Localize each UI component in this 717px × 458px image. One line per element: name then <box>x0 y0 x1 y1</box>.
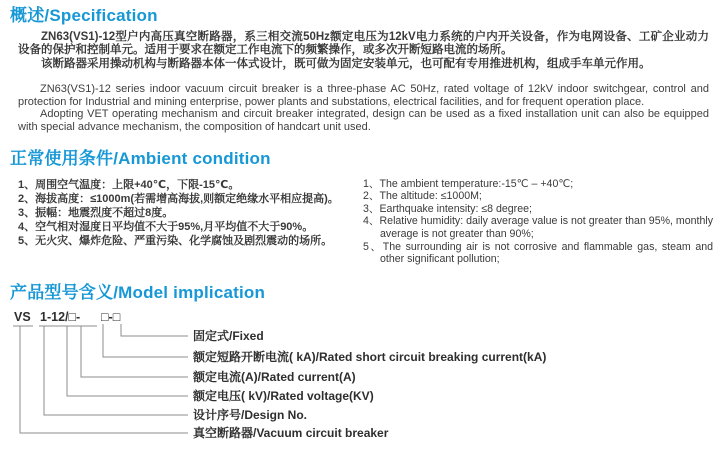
spec-paragraph-en-2: Adopting VET operating mechanism and circuit breaker integrated, design can be used as a fixed installation unit can also be equipped with special advance mechanism, the composition of handcart unit used. <box>18 108 709 133</box>
ambient-item-cn: 5、无火灾、爆炸危险、严重污染、化学腐蚀及剧烈震动的场所。 <box>18 235 333 248</box>
model-code-middle: 1-12/□- <box>40 309 81 324</box>
model-label-rated-current: 额定电流(A)/Rated current(A) <box>193 369 356 384</box>
model-label-fixed: 固定式/Fixed <box>193 328 264 343</box>
spec-paragraph-cn-2: 该断路器采用操动机构与断路器本体一体式设计，既可做为固定安装单元，也可配有专用推进机构，组成手车单元作用。 <box>41 57 651 70</box>
ambient-item-cn: 3、振幅：地震烈度不超过8度。 <box>18 207 174 219</box>
model-label-design-no: 设计序号/Design No. <box>193 407 308 422</box>
ambient-item-cn: 4、空气相对湿度日平均值不大于95%,月平均值不大于90%。 <box>18 221 314 234</box>
ambient-condition-columns <box>0 178 717 266</box>
ambient-item-en: 3、Earthquake intensity: ≤8 degree; <box>363 202 532 215</box>
ambient-item-cn: 2、海拔高度：≤1000m(若需增高海拔,则额定绝缘水平相应提高)。 <box>18 192 339 205</box>
ambient-list-cn <box>18 178 363 266</box>
section-heading-model-implication: 产品型号含义/Model implication <box>10 282 266 302</box>
connector-line-vacuum-breaker <box>20 326 188 433</box>
section-heading-specification: 概述/Specification <box>10 6 158 25</box>
ambient-list-en <box>363 178 713 266</box>
ambient-item-en: 2、The altitude: ≤1000M; <box>363 190 482 203</box>
model-implication-diagram <box>0 305 717 457</box>
model-diagram-svg <box>0 305 717 457</box>
connector-line-breaking-current <box>103 324 188 357</box>
model-code-prefix: VS <box>14 309 31 324</box>
model-label-vacuum-breaker: 真空断路器/Vacuum circuit breaker <box>193 425 389 440</box>
spec-paragraph-en-1: ZN63(VS1)-12 series indoor vacuum circuit breaker is a three-phase AC 50Hz, rated voltage of 12kV indoor switchgear, control and protection for Industrial and mining enterprise, power plants and substations, electrical facilities, and for frequent operation place. <box>18 83 709 108</box>
ambient-item-en: 4、Relative humidity: daily average value is not greater than 95%, monthly average is not greater than 90%; <box>363 215 713 240</box>
connector-line-design-no <box>44 326 188 415</box>
ambient-item-en: 1、The ambient temperature:-15℃ – +40℃; <box>363 177 574 190</box>
ambient-item-en: 5、The surrounding air is not corrosive and flammable gas, steam and other significant pollution; <box>363 240 713 266</box>
spec-paragraph-cn-1: ZN63(VS1)-12型户内高压真空断路器，系三相交流50Hz额定电压为12kV电力系统的户内开关设备，作为电网设备、工矿企业动力设备的保护和控制单元。适用于要求在额定工作电流下的频繁操作，或多次开断短路电流的场所。 <box>18 31 709 57</box>
model-label-rated-voltage: 额定电压( kV)/Rated voltage(KV) <box>193 388 374 403</box>
connector-line-rated-current <box>81 326 188 377</box>
model-code-suffix: □-□ <box>101 309 121 324</box>
model-label-breaking-current: 额定短路开断电流( kA)/Rated short circuit breaking current(kA) <box>193 349 547 364</box>
ambient-item-cn: 1、周围空气温度：上限+40℃，下限-15℃。 <box>18 178 240 191</box>
connector-line-fixed <box>121 324 188 336</box>
section-heading-ambient-condition: 正常使用条件/Ambient condition <box>10 148 271 168</box>
